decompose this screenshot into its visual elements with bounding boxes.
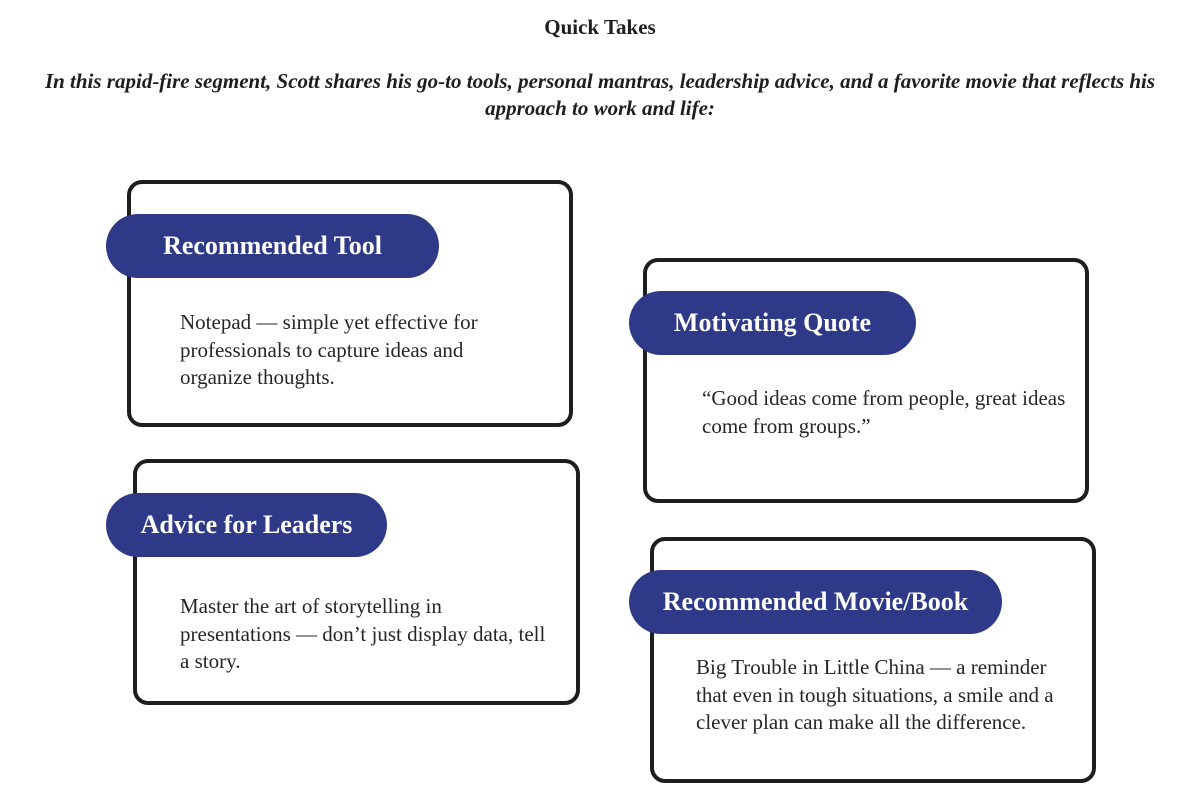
- card-text-motivating-quote: “Good ideas come from people, great ideas come from groups.”: [702, 386, 1066, 438]
- label-pill-recommended-movie-book: Recommended Movie/Book: [629, 570, 1002, 634]
- page-title: Quick Takes: [544, 15, 656, 39]
- label-pill-recommended-tool: Recommended Tool: [106, 214, 439, 278]
- card-text-advice-for-leaders: Master the art of storytelling in presentations — don’t just display data, tell a story.: [180, 594, 546, 673]
- card-text-recommended-movie-book: Big Trouble in Little China — a reminder that even in tough situations, a smile and a clever plan can make all the difference.: [696, 655, 1054, 734]
- label-pill-motivating-quote: Motivating Quote: [629, 291, 916, 355]
- intro-text: In this rapid-fire segment, Scott shares his go-to tools, personal mantras, leadership advice, and a favorite movie that reflects his approach to work and life:: [44, 69, 1156, 120]
- card-text-recommended-tool: Notepad — simple yet effective for professionals to capture ideas and organize thoughts.: [180, 310, 478, 389]
- label-pill-advice-for-leaders: Advice for Leaders: [106, 493, 387, 557]
